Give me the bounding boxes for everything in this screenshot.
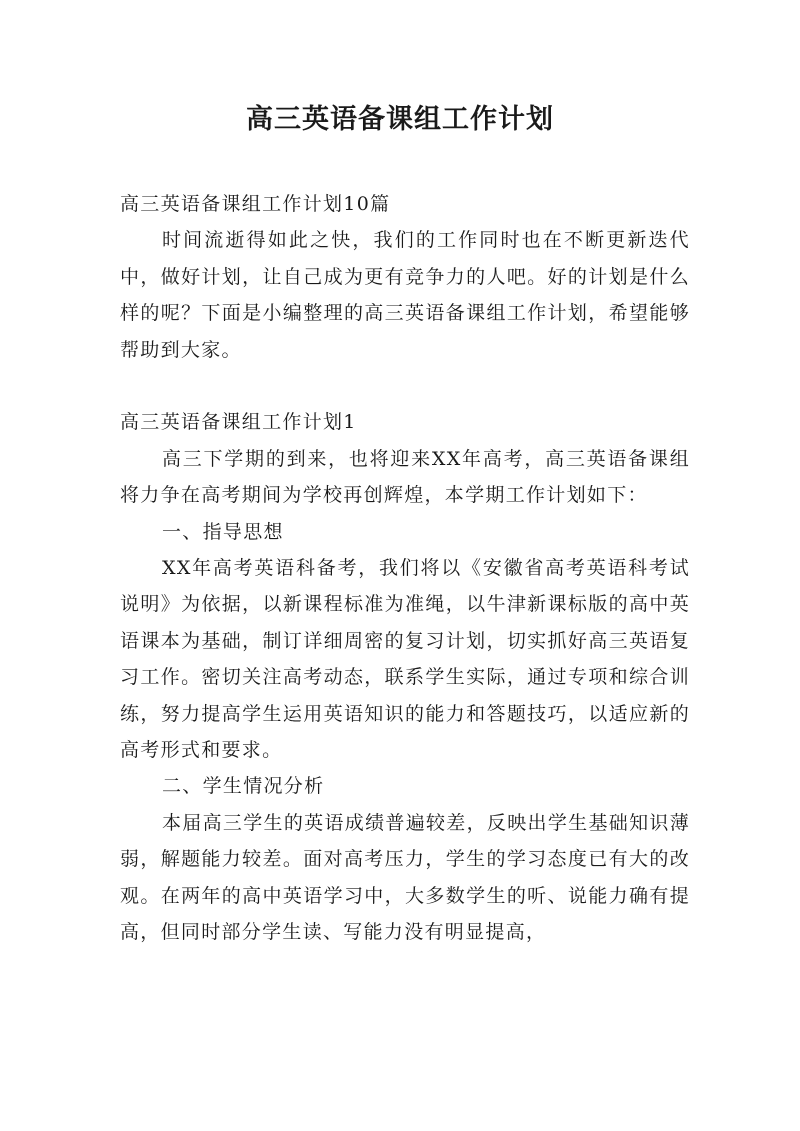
- paragraph-gap: [120, 368, 690, 404]
- guiding-thought-paragraph: XX年高考英语科备考，我们将以《安徽省高考英语科考试说明》为依据，以新课程标准为准绳，以牛津新课标版的高中英语课本为基础，制订详细周密的复习计划，切实抓好高三英语复习工作。密切关注高考动态，联系学生实际，通过专项和综合训练，努力提高学生运用英语知识的能力和答题技巧，以适应新的高考形式和要求。: [120, 557, 690, 762]
- heading-guiding-thought: 一、指导思想: [162, 520, 284, 543]
- section-title: 高三英语备课组工作计划1: [120, 411, 357, 434]
- student-analysis-paragraph: 本届高三学生的英语成绩普遍较差，反映出学生基础知识薄弱，解题能力较差。面对高考压力，学生的学习态度已有大的改观。在两年的高中英语学习中，大多数学生的听、说能力确有提高，但同时部分学生读、写能力没有明显提高，: [120, 811, 690, 944]
- document-body: [120, 186, 690, 951]
- document-title: 高三英语备课组工作计划: [246, 104, 554, 135]
- heading-student-analysis: 二、学生情况分析: [162, 775, 325, 798]
- intro-paragraph: 时间流逝得如此之快，我们的工作同时也在不断更新迭代中，做好计划，让自己成为更有竞争力的人吧。好的计划是什么样的呢？下面是小编整理的高三英语备课组工作计划，希望能够帮助到大家。: [120, 229, 690, 361]
- document-subtitle: 高三英语备课组工作计划10篇: [120, 193, 391, 215]
- section-intro-paragraph: 高三下学期的到来，也将迎来XX年高考，高三英语备课组将力争在高考期间为学校再创辉煌，本学期工作计划如下：: [120, 447, 690, 507]
